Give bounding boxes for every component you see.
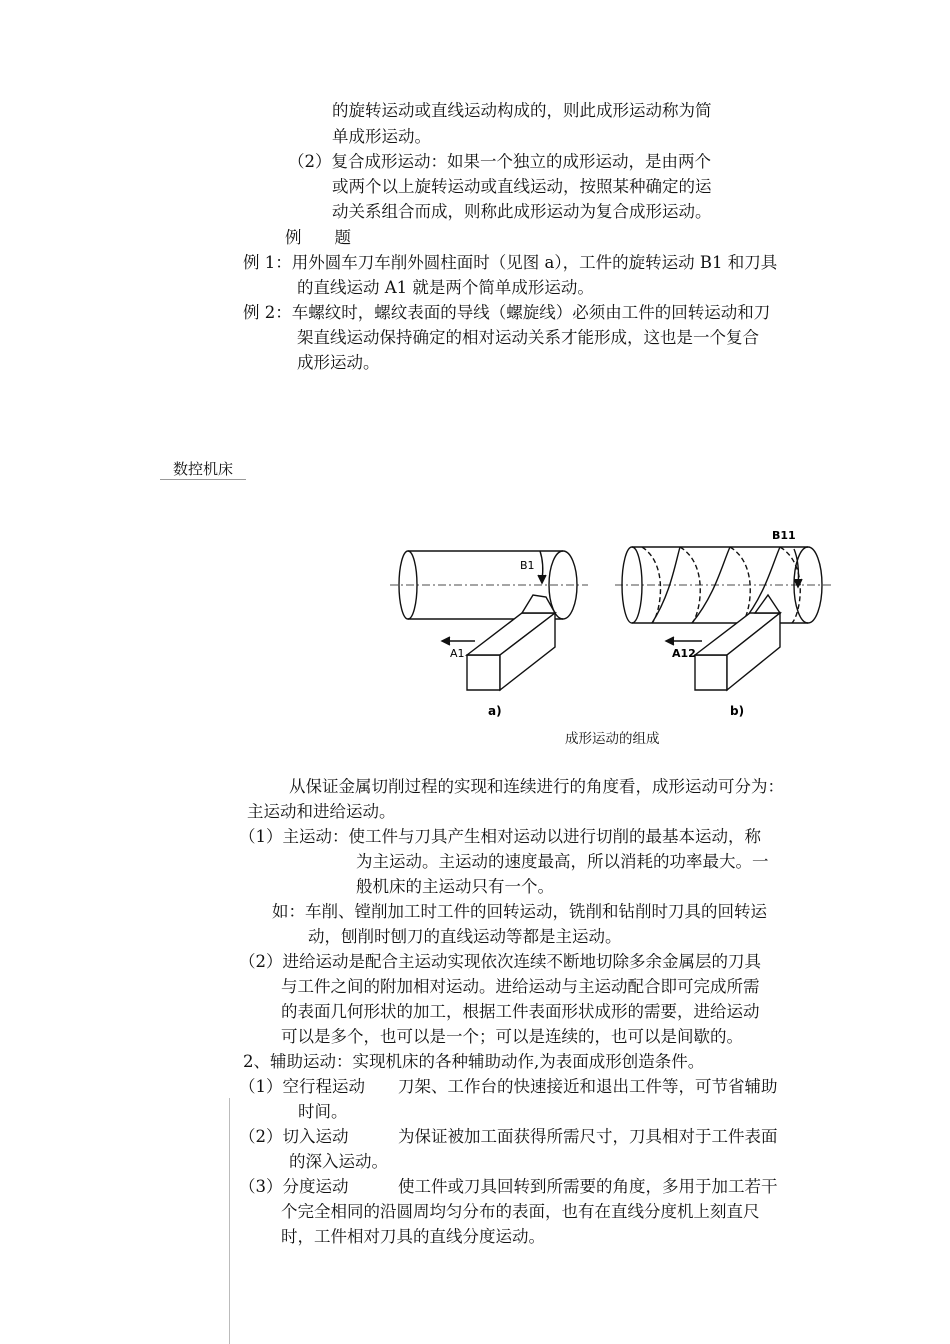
text-line: 或两个以上旋转运动或直线运动，按照某种确定的运 (332, 177, 712, 196)
text-line: 的直线运动 A1 就是两个简单成形运动。 (297, 278, 594, 297)
section-heading: 例 题 (285, 228, 351, 247)
text-line: 成形运动。 (297, 353, 380, 372)
text-line: 架直线运动保持确定的相对运动关系才能形成，这也是一个复合 (297, 328, 759, 347)
text-line: 动，刨削时刨刀的直线运动等都是主运动。 (308, 927, 622, 946)
label-a12: A12 (672, 647, 696, 660)
text-line: （1）空行程运动 刀架、工作台的快速接近和退出工件等，可节省辅助 (239, 1077, 778, 1096)
text-line: 的表面几何形状的加工，根据工件表面形状成形的需要，进给运动 (281, 1002, 760, 1021)
label-a: a) (488, 704, 502, 718)
text-line: 为主运动。主运动的速度最高，所以消耗的功率最大。一 (356, 852, 769, 871)
text-line: 的旋转运动或直线运动构成的，则此成形运动称为简 (332, 101, 712, 120)
text-line: 可以是多个，也可以是一个；可以是连续的，也可以是间歇的。 (281, 1027, 743, 1046)
text-line: 单成形运动。 (332, 127, 431, 146)
sidebar-rule (160, 479, 246, 480)
text-line: 时，工件相对刀具的直线分度运动。 (281, 1227, 545, 1246)
text-line: （2）复合成形运动：如果一个独立的成形运动，是由两个 (288, 152, 711, 171)
text-line: 主运动和进给运动。 (247, 802, 396, 821)
text-line: （2）进给运动是配合主运动实现依次连续不断地切除多余金属层的刀具 (239, 952, 761, 971)
text-line: （1）主运动：使工件与刀具产生相对运动以进行切削的最基本运动，称 (239, 827, 761, 846)
text-line: 的深入运动。 (289, 1152, 388, 1171)
sidebar-title: 数控机床 (173, 460, 234, 478)
label-b: b) (730, 704, 745, 718)
margin-rule (229, 1098, 230, 1344)
text-line: 动关系组合而成，则称此成形运动为复合成形运动。 (332, 202, 712, 221)
label-b11: B11 (772, 529, 796, 542)
text-line: 2、辅助运动：实现机床的各种辅助动作,为表面成形创造条件。 (243, 1052, 705, 1071)
label-b1: B1 (520, 559, 535, 572)
text-line: 个完全相同的沿圆周均匀分布的表面，也有在直线分度机上刻直尺 (281, 1202, 760, 1221)
text-line: （3）分度运动 使工件或刀具回转到所需要的角度，多用于加工若干 (239, 1177, 778, 1196)
text-line: （2）切入运动 为保证被加工面获得所需尺寸，刀具相对于工件表面 (239, 1127, 778, 1146)
figure-caption: 成形运动的组成 (565, 731, 660, 747)
label-a1: A1 (450, 647, 465, 660)
text-line: 从保证金属切削过程的实现和连续进行的角度看，成形运动可分为： (289, 777, 784, 796)
text-line: 时间。 (298, 1102, 348, 1121)
text-line: 例 2：车螺纹时，螺纹表面的导线（螺旋线）必须由工件的回转运动和刀 (243, 303, 771, 322)
text-line: 如：车削、镗削加工时工件的回转运动，铣削和钻削时刀具的回转运 (272, 902, 767, 921)
text-line: 与工件之间的附加相对运动。进给运动与主运动配合即可完成所需 (281, 977, 760, 996)
text-line: 般机床的主运动只有一个。 (356, 877, 554, 896)
text-line: 例 1：用外圆车刀车削外圆柱面时（见图 a），工件的旋转运动 B1 和刀具 (243, 253, 778, 272)
forming-motion-figure (370, 525, 840, 725)
